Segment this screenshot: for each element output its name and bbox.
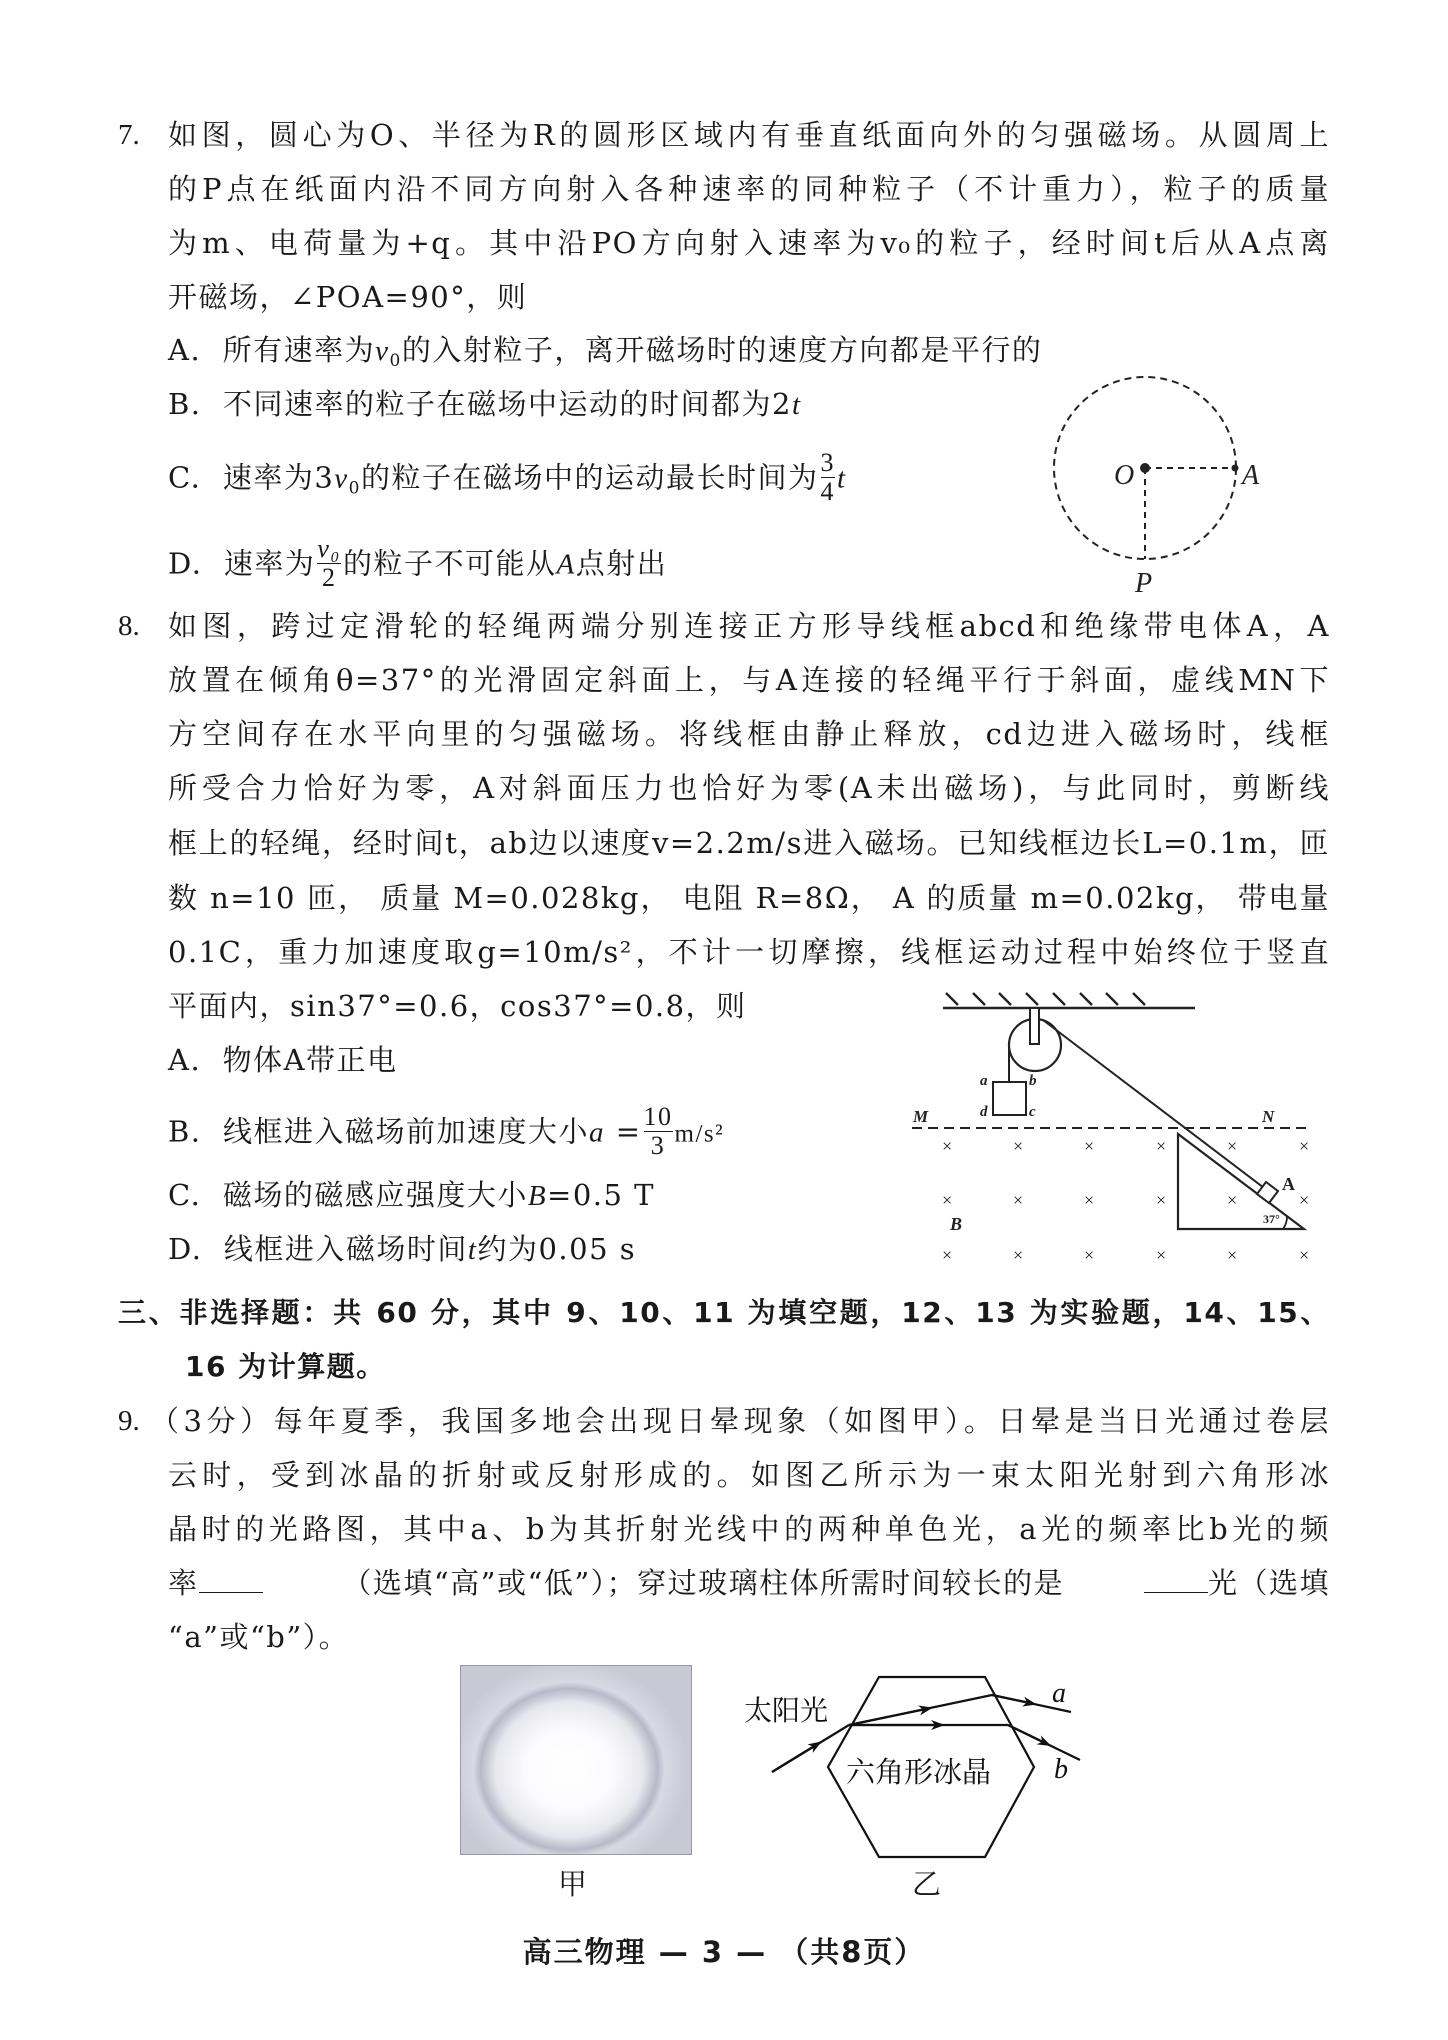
q9-line-4-text <box>168 1563 263 1603</box>
q7-line-2: 的P点在纸面内沿不同方向射入各种速率的同种粒子（不计重力），粒子的质量 <box>168 172 1330 206</box>
option-label: D. <box>168 1232 203 1266</box>
field-x-mark: × <box>942 1245 953 1265</box>
q8-line-4: 所受合力恰好为零，A对斜面压力也恰好为零(A未出磁场)，与此同时，剪断线 <box>168 771 1330 805</box>
field-x-mark: × <box>1299 1136 1310 1156</box>
option-text: 速率为 <box>223 546 316 581</box>
unit: m/s² <box>674 1120 725 1148</box>
var: t <box>467 1234 478 1266</box>
field-x-mark: × <box>1227 1136 1238 1156</box>
q9-line-1: （3分）每年夏季，我国多地会出现日晕现象（如图甲）。日晕是当日光通过卷层 <box>150 1404 1330 1438</box>
page-footer: 高三物理 — 3 — （共8页） <box>522 1935 926 1969</box>
field-x-mark: × <box>1084 1136 1095 1156</box>
answer-blank-2[interactable] <box>1144 1568 1208 1593</box>
q8-line-8: 平面内，sin37°=0.6，cos37°=0.8，则 <box>168 989 747 1023</box>
point-O <box>1140 463 1150 473</box>
option-text: 的粒子不可能从 <box>342 546 557 581</box>
option-label: C. <box>168 460 202 495</box>
q7-line-4: 开磁场，∠POA=90°，则 <box>168 280 528 314</box>
q8-line-6: 数 n=10 匝， 质量 M=0.028kg， 电阻 R=8Ω， A 的质量 m=0.02kg， 带电量 <box>168 881 1330 915</box>
field-x-mark: × <box>1084 1245 1095 1265</box>
q9-line-5: “a”或“b”）。 <box>168 1620 350 1654</box>
q8-line-1: 如图，跨过定滑轮的轻绳两端分别连接正方形导线框abcd和绝缘带电体A，A <box>168 609 1330 643</box>
option-label: A. <box>168 1043 202 1077</box>
q8-line-2: 放置在倾角θ=37°的光滑固定斜面上，与A连接的轻绳平行于斜面，虚线MN下 <box>168 663 1330 697</box>
option-text: 物体A带正电 <box>222 1043 398 1077</box>
q9-line-3: 晶时的光路图，其中a、b为其折射光线中的两种单色光，a光的频率比b光的频 <box>168 1512 1330 1546</box>
option-label: B. <box>168 387 202 421</box>
var: v <box>334 462 349 495</box>
option-text: 不同速率的粒子在磁场中运动的时间都为 <box>222 387 772 421</box>
pulley-axle <box>1030 1008 1039 1044</box>
option-text: 线框进入磁场时间 <box>223 1232 468 1266</box>
q8-figure-pulley-incline <box>900 985 1340 1285</box>
denominator: 4 <box>820 477 835 506</box>
field-x-mark: × <box>1013 1136 1024 1156</box>
point-A <box>1232 465 1239 472</box>
q7-figure-circle-field <box>1030 360 1310 600</box>
q7-line-3: 为m、电荷量为+q。其中沿PO方向射入速率为v₀的粒子，经时间t后从A点离 <box>168 226 1330 260</box>
var: t <box>837 462 847 495</box>
option-label: A. <box>168 333 202 367</box>
ray-b-outside-arrow <box>1008 1725 1045 1743</box>
option-label: C. <box>168 1178 202 1212</box>
q7-option-c <box>168 448 847 507</box>
q7-option-a <box>168 330 1042 371</box>
text: 率 <box>168 1566 199 1600</box>
text: 光（选填 <box>1207 1566 1330 1600</box>
label-crystal: 六角形冰晶 <box>846 1755 992 1789</box>
option-label: B. <box>168 1114 202 1149</box>
label-O: O <box>1114 460 1135 491</box>
ice-crystal-light-path <box>730 1660 1110 1870</box>
field-x-mark: × <box>1299 1190 1310 1210</box>
q8-line-7: 0.1C，重力加速度取g=10m/s²，不计一切摩擦，线框运动过程中始终位于竖直 <box>168 935 1330 969</box>
var: A <box>556 548 576 581</box>
q8-line-3: 方空间存在水平向里的匀强磁场。将线框由静止释放，cd边进入磁场时，线框 <box>168 717 1330 751</box>
ceiling <box>943 993 1195 1008</box>
fraction <box>821 450 836 505</box>
q7-option-d <box>168 534 668 593</box>
option-text: 约为0.05 s <box>477 1232 637 1266</box>
q8-number: 8. <box>118 610 140 642</box>
q7-number: 7. <box>118 119 140 151</box>
label-M: M <box>913 1107 929 1126</box>
numerator: 10 <box>643 1102 673 1131</box>
label-a: a <box>980 1073 988 1089</box>
fraction <box>317 536 341 591</box>
label-A: A <box>1242 460 1260 491</box>
field-x-mark: × <box>1299 1245 1310 1265</box>
option-text: 所有速率为 <box>222 333 376 367</box>
q9-line-2: 云时，受到冰晶的折射或反射形成的。如图乙所示为一束太阳光射到六角形冰 <box>168 1458 1330 1492</box>
option-text: 的粒子在磁场中的运动最长时间为 <box>360 460 819 495</box>
field-x-mark: × <box>1084 1190 1095 1210</box>
option-text: 速率为 <box>222 460 315 495</box>
q8-line-5: 框上的轻绳，经时间t，ab边以速度v=2.2m/s进入磁场。已知线框边长L=0.1m，匝 <box>168 826 1330 860</box>
fraction <box>644 1104 673 1159</box>
var: B <box>527 1180 548 1212</box>
label-angle: 37° <box>1263 1212 1280 1226</box>
label-sunlight: 太阳光 <box>744 1694 829 1727</box>
q9-number: 9. <box>118 1405 140 1437</box>
field-x-mark: × <box>942 1136 953 1156</box>
answer-blank-1[interactable] <box>199 1568 263 1593</box>
q9-line-4-mid: （选填“高”或“低”）；穿过玻璃柱体所需时间较长的是 <box>342 1566 1065 1600</box>
denominator: 3 <box>650 1131 666 1160</box>
field-x-mark: × <box>942 1190 953 1210</box>
incident-ray-arrow <box>772 1745 816 1772</box>
label-ray-a: a <box>1052 1678 1066 1709</box>
label-P: P <box>1135 568 1153 599</box>
field-x-mark: × <box>1156 1190 1167 1210</box>
label-c: c <box>1029 1104 1036 1120</box>
sub: 0 <box>389 351 402 371</box>
q8-option-d <box>168 1229 636 1270</box>
section3-heading-line-1: 三、非选择题：共 60 分，其中 9、10、11 为填空题，12、13 为实验题，14、15、 <box>118 1296 1330 1329</box>
label-B: B <box>950 1214 963 1234</box>
var: v <box>375 335 390 367</box>
q8-option-c <box>168 1175 655 1216</box>
var: a <box>588 1116 605 1149</box>
sun-halo-photo <box>460 1665 692 1855</box>
option-text: 磁场的磁感应强度大小 <box>222 1178 528 1212</box>
option-text: 的入射粒子，离开磁场时的速度方向都是平行的 <box>401 333 1043 367</box>
label-ray-b: b <box>1054 1754 1068 1785</box>
option-label: D. <box>168 546 203 581</box>
q7-line-1: 如图，圆心为O、半径为R的圆形区域内有垂直纸面向外的匀强磁场。从圆周上 <box>168 118 1330 152</box>
denominator: 2 <box>321 563 337 592</box>
numerator: v₀ <box>317 534 341 563</box>
section3-heading-line-2: 16 为计算题。 <box>185 1350 386 1383</box>
sub: 0 <box>348 478 361 499</box>
coef: 3 <box>314 460 335 495</box>
wire-frame-abcd <box>993 1082 1026 1115</box>
q8-option-a <box>168 1040 398 1080</box>
q7-option-b <box>168 384 802 425</box>
label-A: A <box>1282 1174 1295 1194</box>
var: t <box>791 389 802 421</box>
figure-caption-yi: 乙 <box>912 1867 942 1901</box>
value: 2 <box>771 387 792 421</box>
numerator: 3 <box>820 448 835 477</box>
option-text: 点射出 <box>575 546 668 581</box>
label-b: b <box>1029 1073 1037 1089</box>
field-x-mark: × <box>1156 1245 1167 1265</box>
q9-line-4-end <box>1144 1563 1330 1603</box>
field-x-mark: × <box>1013 1190 1024 1210</box>
equals: = <box>604 1114 642 1149</box>
field-x-mark: × <box>1013 1245 1024 1265</box>
option-text: =0.5 T <box>547 1178 656 1212</box>
label-N: N <box>1262 1107 1275 1126</box>
rope-right <box>1043 1020 1272 1194</box>
field-x-mark: × <box>1156 1136 1167 1156</box>
figure-caption-jia: 甲 <box>558 1867 588 1901</box>
q8-option-b <box>168 1102 725 1161</box>
field-x-mark: × <box>1227 1245 1238 1265</box>
field-x-mark: × <box>1227 1190 1238 1210</box>
q9-line-4 <box>168 1563 1330 1603</box>
option-text: 线框进入磁场前加速度大小 <box>222 1114 589 1149</box>
label-d: d <box>980 1104 988 1120</box>
